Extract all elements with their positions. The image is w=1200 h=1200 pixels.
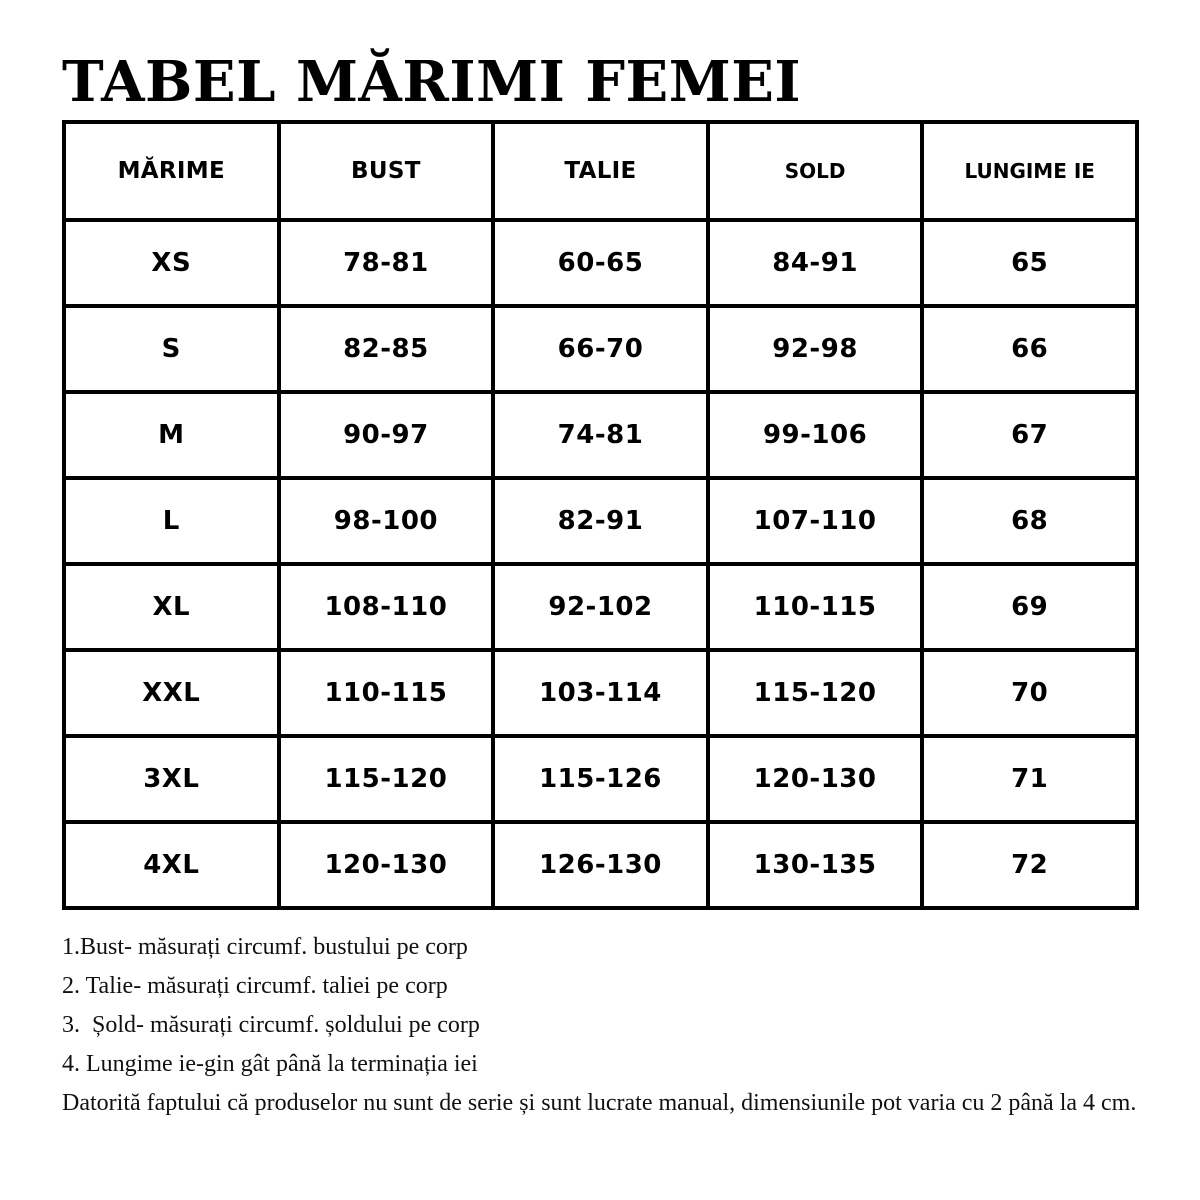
cell-waist: 92-102 [493,564,708,650]
note-waist: 2. Talie- măsurați circumf. taliei pe corp [62,973,448,999]
cell-length: 72 [922,822,1137,908]
disclaimer-text: Datorită faptului că produselor nu sunt de serie și sunt lucrate manual, dimensiunile pot varia cu 2 până la 4 cm. [62,1090,1137,1116]
cell-bust: 98-100 [279,478,494,564]
cell-hip: 120-130 [708,736,923,822]
size-chart-table [62,120,1139,910]
cell-bust: 115-120 [279,736,494,822]
cell-length: 65 [922,220,1137,306]
cell-size: XXL [64,650,279,736]
cell-length: 68 [922,478,1137,564]
note-bust: 1.Bust- măsurați circumf. bustului pe corp [62,934,468,960]
page-title: TABEL MĂRIMI FEMEI [62,49,802,115]
cell-waist: 103-114 [493,650,708,736]
cell-waist: 126-130 [493,822,708,908]
cell-waist: 74-81 [493,392,708,478]
cell-size: XL [64,564,279,650]
cell-bust: 120-130 [279,822,494,908]
cell-bust: 108-110 [279,564,494,650]
cell-size: L [64,478,279,564]
cell-hip: 115-120 [708,650,923,736]
cell-hip: 92-98 [708,306,923,392]
note-hip: 3. Șold- măsurați circumf. șoldului pe corp [62,1012,480,1038]
table-row [64,564,1137,650]
cell-size: 4XL [64,822,279,908]
header-blouse-length: LUNGIME IE [922,122,1137,220]
cell-hip: 107-110 [708,478,923,564]
cell-waist: 66-70 [493,306,708,392]
cell-size: XS [64,220,279,306]
cell-length: 70 [922,650,1137,736]
note-blouse-length: 4. Lungime ie-gin gât până la terminația iei [62,1051,478,1077]
table-row [64,306,1137,392]
table-header-row [64,122,1137,220]
cell-bust: 90-97 [279,392,494,478]
cell-length: 67 [922,392,1137,478]
cell-size: S [64,306,279,392]
table-row [64,478,1137,564]
header-waist: TALIE [493,122,708,220]
table-row [64,736,1137,822]
table-row [64,650,1137,736]
cell-hip: 130-135 [708,822,923,908]
table-row [64,392,1137,478]
cell-waist: 115-126 [493,736,708,822]
cell-bust: 110-115 [279,650,494,736]
cell-bust: 82-85 [279,306,494,392]
cell-length: 69 [922,564,1137,650]
cell-waist: 82-91 [493,478,708,564]
cell-size: 3XL [64,736,279,822]
cell-hip: 110-115 [708,564,923,650]
cell-length: 66 [922,306,1137,392]
measurement-notes [62,928,1142,1123]
cell-size: M [64,392,279,478]
header-size: MĂRIME [64,122,279,220]
header-bust: BUST [279,122,494,220]
header-hip: SOLD [708,122,923,220]
cell-length: 71 [922,736,1137,822]
cell-bust: 78-81 [279,220,494,306]
table-row [64,220,1137,306]
cell-waist: 60-65 [493,220,708,306]
table-row [64,822,1137,908]
cell-hip: 99-106 [708,392,923,478]
cell-hip: 84-91 [708,220,923,306]
